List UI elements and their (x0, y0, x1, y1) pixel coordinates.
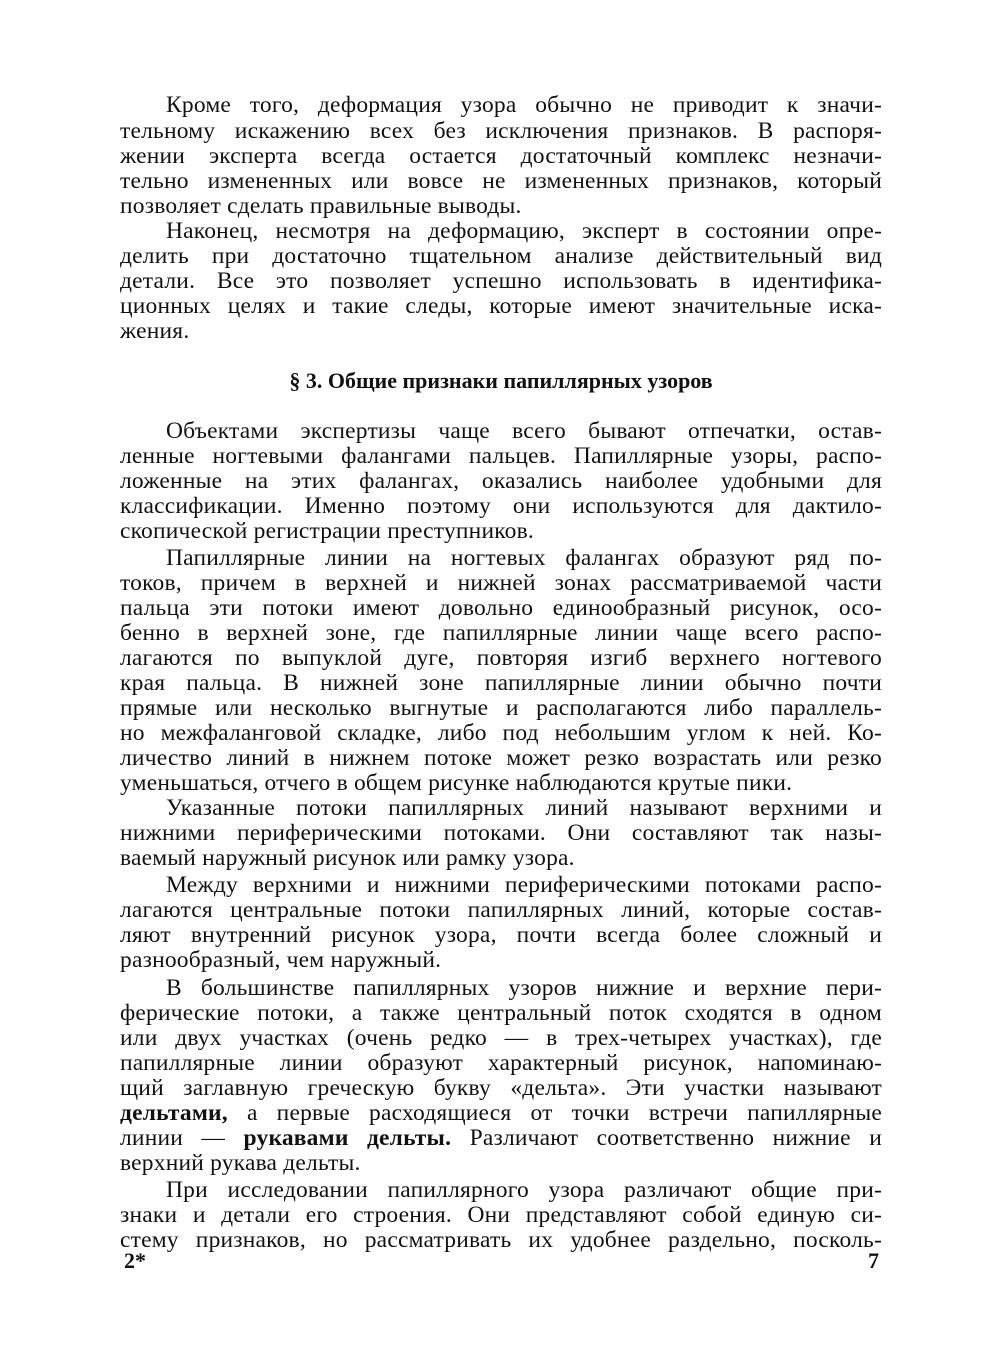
text-line: токов, причем в верхней и нижней зонах рассматриваемой части (120, 570, 882, 596)
text-line: тельно измененных или вовсе не измененных признаков, который (120, 168, 882, 194)
text-line: Указанные потоки папиллярных линий называют верхними и (166, 795, 882, 821)
text-line: В большинстве папиллярных узоров нижние и верхние пери- (166, 975, 882, 1001)
text-line: папиллярные линии образуют характерный рисунок, напоминаю- (120, 1050, 882, 1076)
text-line: детали. Все это позволяет успешно использовать в идентифика- (120, 268, 882, 294)
text-line: бенно в верхней зоне, где папиллярные линии чаще всего распо- (120, 620, 882, 646)
text-line: или двух участках (очень редко — в трех-четырех участках), где (120, 1025, 882, 1051)
text-line: классификации. Именно поэтому они используются для дактило- (120, 493, 882, 519)
text-line: разнообразный, чем наружный. (120, 947, 442, 973)
text-line: личество линий в нижнем потоке может резко возрастать или резко (120, 745, 882, 771)
text-line: нижними периферическими потоками. Они составляют так назы- (120, 820, 882, 846)
text-line: Кроме того, деформация узора обычно не приводит к значи- (166, 92, 882, 118)
bold-term: дельтами, (120, 1100, 228, 1126)
signature-mark: 2* (124, 1248, 146, 1273)
text-line: ложенные на этих фалангах, оказались наиболее удобными для (120, 468, 882, 494)
text-line: ленные ногтевыми фалангами пальцев. Папиллярные узоры, распо- (120, 443, 882, 469)
text-line: края пальца. В нижней зоне папиллярные линии обычно почти (120, 670, 882, 696)
text-line: жения. (120, 318, 190, 344)
text-line: стему признаков, но рассматривать их удобнее раздельно, посколь- (120, 1227, 882, 1253)
section-heading: § 3. Общие признаки папиллярных узоров (289, 368, 713, 393)
text-line: Папиллярные линии на ногтевых фалангах образуют ряд по- (166, 545, 882, 571)
text-line: верхний рукава дельты. (120, 1150, 361, 1176)
text-line: но межфаланговой складке, либо под небольшим углом к ней. Ко- (120, 720, 882, 746)
text-line: скопической регистрации преступников. (120, 518, 534, 544)
text-line: ляют внутренний рисунок узора, почти всегда более сложный и (120, 922, 882, 948)
text-line: прямые или несколько выгнутые и располагаются либо параллель- (120, 695, 882, 721)
text-line: ваемый наружный рисунок или рамку узора. (120, 845, 575, 871)
text-span: линии — (120, 1125, 244, 1151)
text-line: щий заглавную греческую букву «дельта». Эти участки называют (120, 1075, 882, 1101)
text-line: делить при достаточно тщательном анализе действительный вид (120, 243, 882, 269)
text-span: Различают соответственно нижние и (451, 1125, 882, 1151)
text-line: Наконец, несмотря на деформацию, эксперт в состоянии опре- (166, 218, 882, 244)
text-line: пальца эти потоки имеют довольно единообразный рисунок, осо- (120, 595, 882, 621)
page-number: 7 (868, 1248, 879, 1273)
text-line: уменьшаться, отчего в общем рисунке наблюдаются крутые пики. (120, 770, 793, 796)
text-line: лагаются центральные потоки папиллярных линий, которые состав- (120, 897, 882, 923)
text-line: лагаются по выпуклой дуге, повторяя изгиб верхнего ногтевого (120, 645, 882, 671)
text-line: жении эксперта всегда остается достаточный комплекс незначи- (120, 143, 882, 169)
text-line: ферические потоки, а также центральный поток сходятся в одном (120, 1000, 882, 1026)
text-line (120, 1125, 882, 1151)
text-line: Объектами экспертизы чаще всего бывают отпечатки, остав- (166, 418, 882, 444)
text-line: При исследовании папиллярного узора различают общие при- (166, 1177, 882, 1203)
text-line: Между верхними и нижними периферическими потоками распо- (166, 872, 882, 898)
text-line (120, 1100, 882, 1126)
bold-term: рукавами дельты. (243, 1125, 452, 1151)
text-span: а первые расходящиеся от точки встречи папиллярные (227, 1100, 882, 1126)
text-line: знаки и детали его строения. Они представляют собой единую си- (120, 1202, 882, 1228)
text-line: ционных целях и такие следы, которые имеют значительные иска- (120, 293, 882, 319)
text-line: позволяет сделать правильные выводы. (120, 193, 522, 219)
text-line: тельному искажению всех без исключения признаков. В распоря- (120, 118, 882, 144)
